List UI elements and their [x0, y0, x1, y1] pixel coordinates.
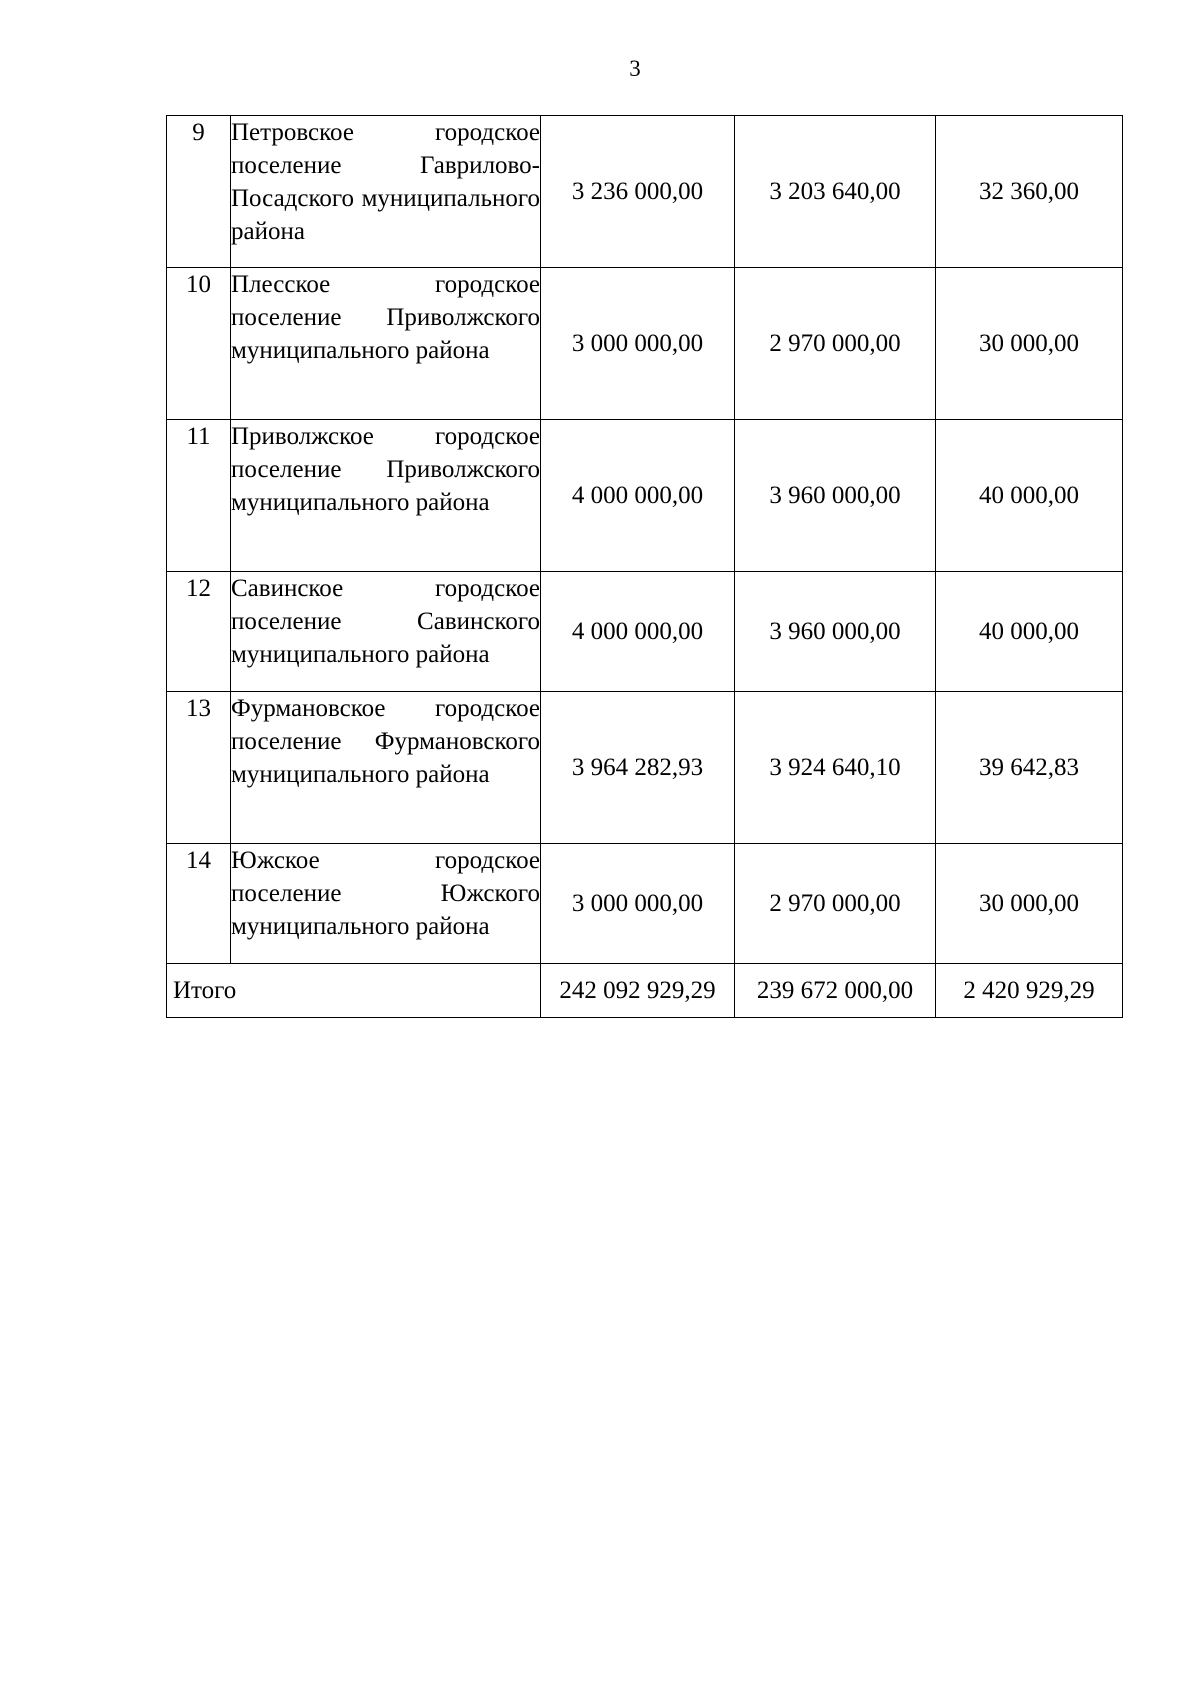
totals-label: Итого: [167, 964, 541, 1018]
row-index: 12: [167, 572, 231, 692]
local-amount: 30 000,00: [936, 844, 1123, 964]
table-row: [167, 420, 1123, 572]
totals-regional-amount: 239 672 000,00: [735, 964, 936, 1018]
regional-amount: 3 960 000,00: [735, 572, 936, 692]
total-amount: 3 000 000,00: [541, 268, 735, 420]
table-row: [167, 844, 1123, 964]
regional-amount: 3 203 640,00: [735, 116, 936, 268]
regional-amount: 3 960 000,00: [735, 420, 936, 572]
table-row: [167, 116, 1123, 268]
row-index: 14: [167, 844, 231, 964]
local-amount: 40 000,00: [936, 420, 1123, 572]
row-index: 11: [167, 420, 231, 572]
total-amount: 4 000 000,00: [541, 572, 735, 692]
municipality-name: Петровское городское поселение Гаврилово-Посадского муниципального района: [231, 116, 541, 268]
municipality-name: Савинское городское поселение Савинского муниципального района: [231, 572, 541, 692]
municipality-name: Фурмановское городское поселение Фурмановского муниципального района: [231, 692, 541, 844]
total-amount: 3 236 000,00: [541, 116, 735, 268]
page-number: 3: [629, 56, 641, 81]
local-amount: 40 000,00: [936, 572, 1123, 692]
municipality-name: Плесское городское поселение Приволжского муниципального района: [231, 268, 541, 420]
totals-row: [167, 964, 1123, 1018]
total-amount: 3 964 282,93: [541, 692, 735, 844]
local-amount: 30 000,00: [936, 268, 1123, 420]
regional-amount: 2 970 000,00: [735, 268, 936, 420]
local-amount: 32 360,00: [936, 116, 1123, 268]
regional-amount: 3 924 640,10: [735, 692, 936, 844]
table-row: [167, 692, 1123, 844]
regional-amount: 2 970 000,00: [735, 844, 936, 964]
row-index: 10: [167, 268, 231, 420]
local-amount: 39 642,83: [936, 692, 1123, 844]
row-index: 13: [167, 692, 231, 844]
table-row: [167, 268, 1123, 420]
table-row: [167, 572, 1123, 692]
total-amount: 4 000 000,00: [541, 420, 735, 572]
municipality-name: Южское городское поселение Южского муниципального района: [231, 844, 541, 964]
totals-total-amount: 242 092 929,29: [541, 964, 735, 1018]
municipality-name: Приволжское городское поселение Приволжского муниципального района: [231, 420, 541, 572]
subsidy-table: [166, 115, 1123, 1018]
row-index: 9: [167, 116, 231, 268]
total-amount: 3 000 000,00: [541, 844, 735, 964]
totals-local-amount: 2 420 929,29: [936, 964, 1123, 1018]
